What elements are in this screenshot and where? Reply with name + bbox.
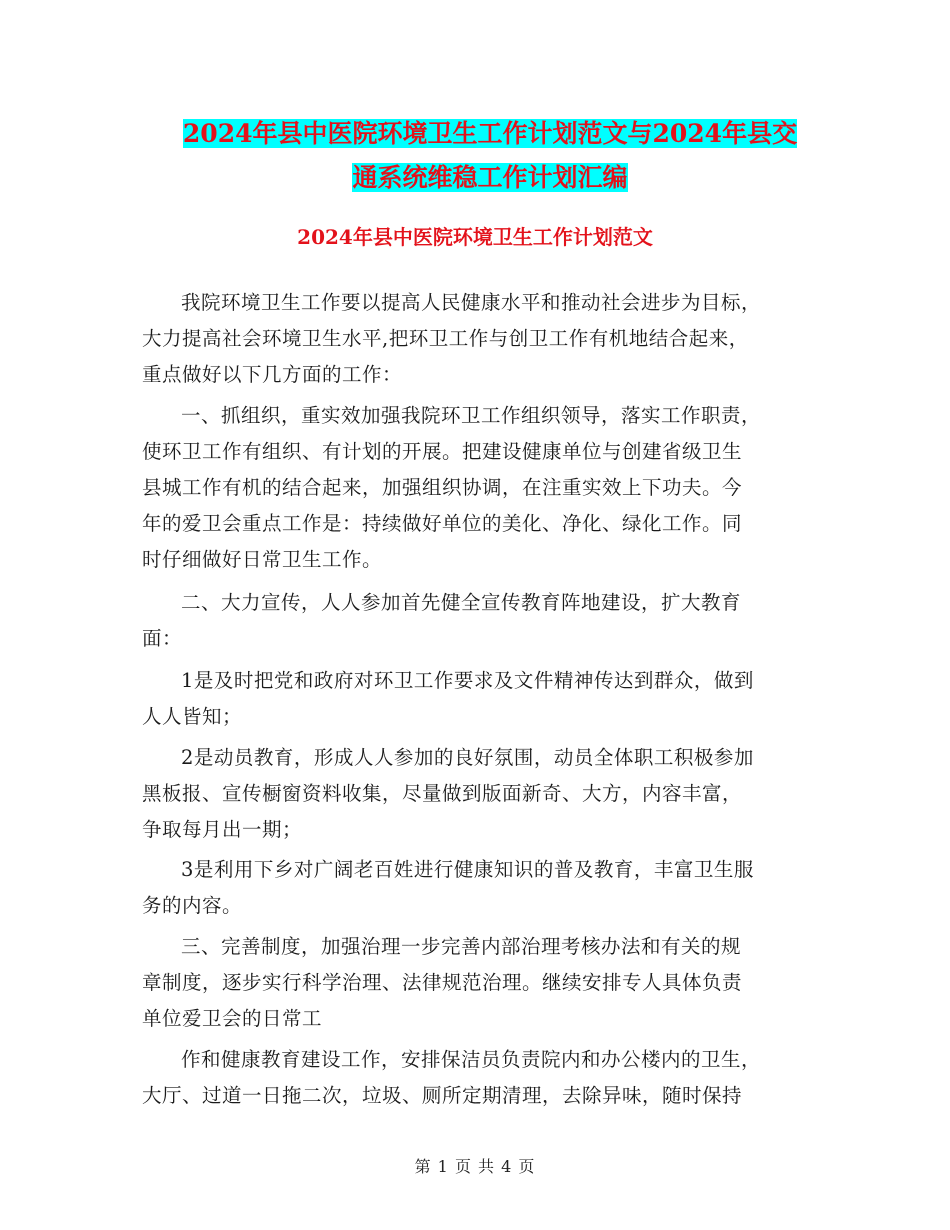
paragraph-line: 二、大力宣传，人人参加首先健全宣传教育阵地建设，扩大教育 — [181, 591, 742, 614]
paragraph-line: 使环卫工作有组织、有计划的开展。把建设健康单位与创建省级卫生 — [142, 440, 743, 463]
paragraph-line: 3是利用下乡对广阔老百姓进行健康知识的普及教育，丰富卫生服 — [181, 858, 754, 881]
paragraph-line: 一、抓组织，重实效加强我院环卫工作组织领导，落实工作职责， — [181, 404, 762, 427]
paragraph-line: 章制度，逐步实行科学治理、法律规范治理。继续安排专人具体负责 — [142, 971, 743, 994]
paragraph-line: 大厅、过道一日拖二次，垃圾、厕所定期清理，去除异味，随时保持 — [142, 1084, 743, 1107]
paragraph-line: 争取每月出一期； — [142, 818, 303, 841]
main-title-line-2: 通系统维稳工作计划汇编 — [352, 163, 628, 192]
paragraph-line: 县城工作有机的结合起来，加强组织协调，在注重实效上下功夫。今 — [142, 476, 743, 499]
paragraph-line: 务的内容。 — [142, 894, 243, 917]
paragraph-line: 时仔细做好日常卫生工作。 — [142, 548, 383, 571]
paragraph-line: 重点做好以下几方面的工作： — [142, 363, 403, 386]
document-main-title — [140, 112, 840, 200]
paragraph-line: 我院环境卫生工作要以提高人民健康水平和推动社会进步为目标， — [181, 291, 762, 314]
section-title: 2024年县中医院环境卫生工作计划范文 — [297, 225, 653, 249]
paragraph-line: 作和健康教育建设工作，安排保洁员负责院内和办公楼内的卫生， — [181, 1048, 762, 1071]
paragraph-line: 大力提高社会环境卫生水平,把环卫工作与创卫工作有机地结合起来， — [142, 327, 749, 350]
paragraph-line: 年的爱卫会重点工作是：持续做好单位的美化、净化、绿化工作。同 — [142, 512, 743, 535]
paragraph-line: 1是及时把党和政府对环卫工作要求及文件精神传达到群众，做到 — [181, 669, 754, 692]
paragraph-line: 三、完善制度，加强治理一步完善内部治理考核办法和有关的规 — [181, 935, 742, 958]
paragraph-line: 面： — [142, 627, 183, 650]
paragraph-line: 人人皆知； — [142, 705, 243, 728]
paragraph-line: 单位爱卫会的日常工 — [142, 1007, 323, 1030]
main-title-line-1: 2024年县中医院环境卫生工作计划范文与2024年县交 — [182, 119, 798, 148]
page-footer: 第 1 页 共 4 页 — [414, 1157, 536, 1176]
paragraph-line: 2是动员教育，形成人人参加的良好氛围，动员全体职工积极参加 — [181, 746, 754, 769]
paragraph-line: 黑板报、宣传橱窗资料收集，尽量做到版面新奇、大方，内容丰富， — [142, 782, 743, 805]
